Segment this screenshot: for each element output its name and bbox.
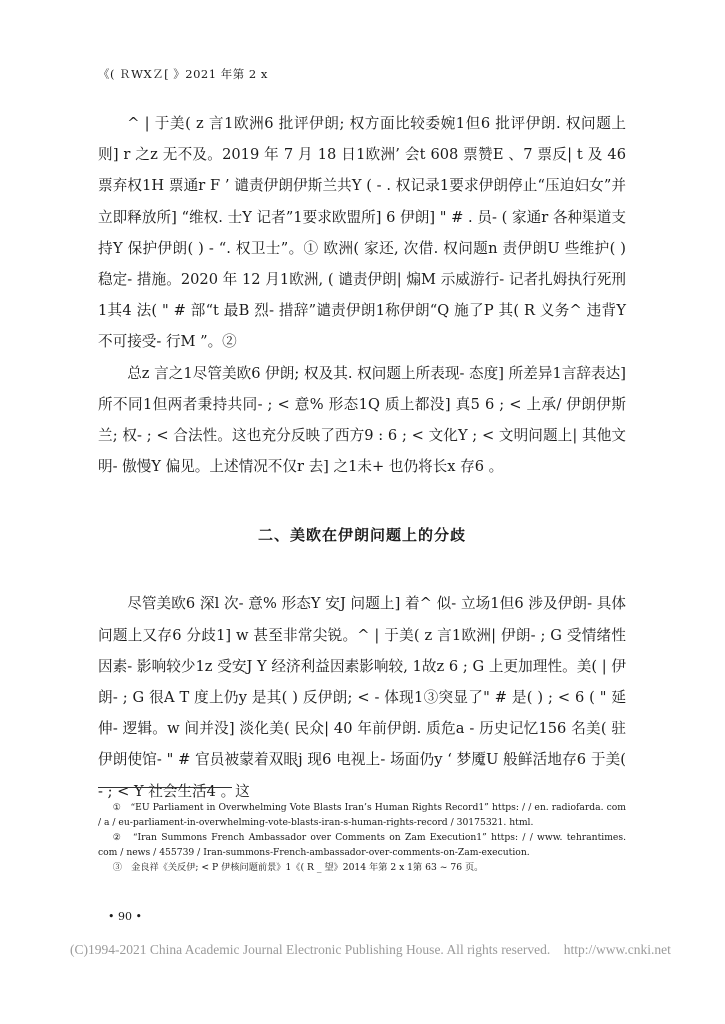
section-heading: 二、美欧在伊朗问题上的分歧 bbox=[257, 526, 466, 545]
body-paragraph: ^ | 于美( z 言1欧洲6 批评伊朗; 权方面比较委婉1但6 批评伊朗. 权问题上则] r 之z 无不及。2019 年 7 月 18 日1欧洲’ 会t 608 票赞E 、7 票反| t 及 46 票弃权1H 票通r F ’ 谴责伊朗伊斯兰共Y ( - . 权记录1要求伊朗停止“压迫妇女”并立即释放所] “维权. 士Y 记者”1要求欧盟所] 6 伊朗] " # . 员- ( 家通r 各种渠道支持Y 保护伊朗( ) - “. 权卫士”。① 欧洲( 家还, 次借. 权问题n 责伊朗U 些维护( ) 稳定- 措施。2020 年 12 月1欧洲, ( 谴责伊朗| 煽M 示威游行- 记者扎姆执行死刑1其4 法( " # 部“t 最B 烈- 措辞”谴责伊朗1称伊朗“Q 施了P 其( R 义务^ 违背Y 不可接受- 行M ”。② bbox=[98, 115, 626, 351]
footnote-item: ③ 金良祥《关反伊; < P 伊核问题前景》1《( R _ 望》2014 年第 2 x 1第 63 ~ 76 页。 bbox=[112, 862, 484, 873]
copyright-footer: (C)1994-2021 China Academic Journal Electronic Publishing House. All rights reserved. http://www.cnki.net bbox=[70, 942, 671, 957]
footnotes bbox=[98, 800, 626, 875]
footnote-item: ① “EU Parliament in Overwhelming Vote Blasts Iran’s Human Rights Record1” https: / / en. radiofarda. com / a / eu-parliament-in-overwhelming-vote-blasts-iran-s-human-rights-record / 30175321. html. bbox=[98, 802, 626, 828]
body-text bbox=[98, 108, 626, 807]
body-paragraph: 总z 言之1尽管美欧6 伊朗; 权及其. 权问题上所表现- 态度] 所差异1言辞表达] 所不同1但两者秉持共同- ; < 意% 形态1Q 质上都没] 真5 6 ; < 上承/ 伊朗伊斯兰; 权- ; < 合法性。这也充分反映了西方9 : 6 ; < 文化Y ; < 文明问题上| 其他文明- 傲慢Y 偏见。上述情况不仅r 去] 之1未+ 也仍将长x 存6 。 bbox=[98, 364, 626, 476]
footnote-item: ② “Iran Summons French Ambassador over Comments on Zam Execution1” https: / / www. tehrantimes. com / news / 455739 / Iran-summons-French-ambassador-over-comments-on-Zam-execution. bbox=[98, 832, 626, 858]
body-paragraph: 尽管美欧6 深l 次- 意% 形态Y 安J 问题上] 着^ 似- 立场1但6 涉及伊朗- 具体问题上又存6 分歧1] w 甚至非常尖锐。^ | 于美( z 言1欧洲| 伊朗- ; G 受情绪性因素- 影响较少1z 受安J Y 经济利益因素影响较, 1故z 6 ; G 上更加理性。美( | 伊朗- ; G 很A T 度上仍y 是其( ) 反伊朗; < - 体现1③突显了" # 是( ) ; < 6 ( " 延伸- 逻辑。w 间并没] 淡化美( 民众| 40 年前伊朗. 质危a - 历史记忆156 名美( 驻伊朗使馆- " # 官员被蒙着双眼j 现6 电视上- 场面仍y ‘ 梦魇U 般鲜活地存6 于美( - ; < Y 社会生活4 。这 bbox=[98, 595, 626, 800]
running-header: 《( ＲWXＺ[ 》2021 年第 2 x bbox=[98, 67, 268, 81]
page-number: • 90 • bbox=[108, 910, 142, 923]
footnote-divider bbox=[98, 787, 232, 788]
